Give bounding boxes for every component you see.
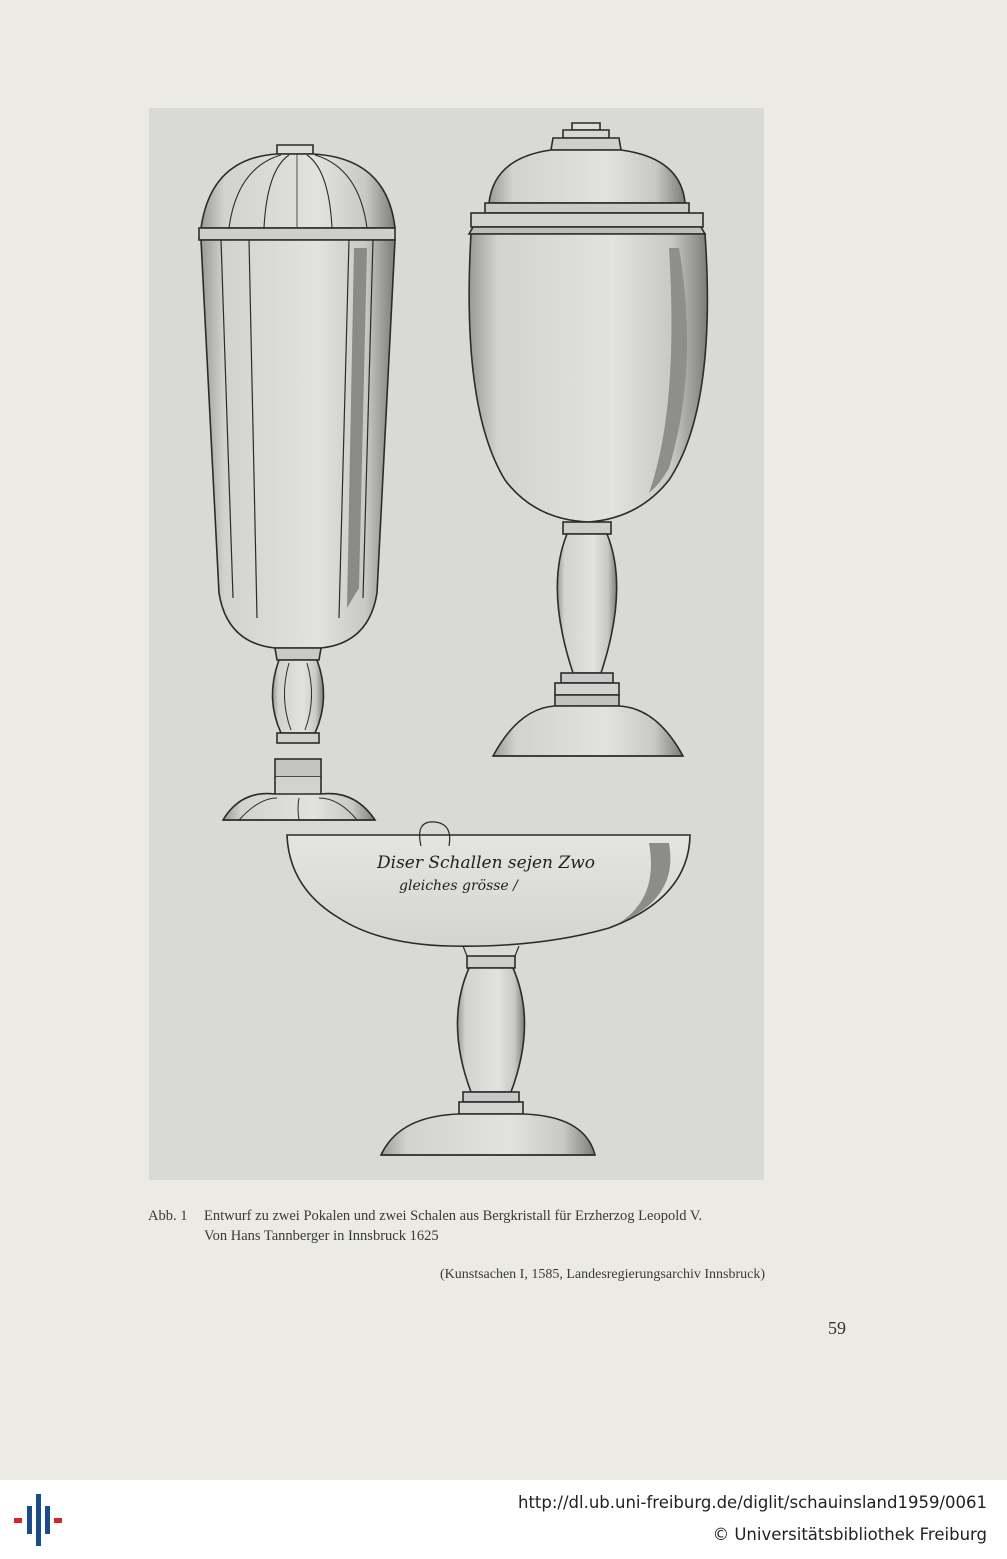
- tall-covered-goblet: [199, 145, 395, 820]
- library-footer: [0, 1480, 1007, 1559]
- illustration-plate: [149, 108, 764, 1180]
- permalink-url[interactable]: http://dl.ub.uni-freiburg.de/diglit/schauinsland1959/0061: [517, 1493, 987, 1512]
- page-number: 59: [828, 1318, 846, 1338]
- covered-cup: [469, 123, 707, 756]
- caption-line-1: Entwurf zu zwei Pokalen und zwei Schalen aus Bergkristall für Erzherzog Leopold V.: [204, 1208, 703, 1224]
- handwriting-line-1: Diser Schallen sejen Zwo: [377, 853, 595, 873]
- handwriting-line-2: gleiches grösse /: [399, 878, 518, 894]
- copyright-notice: © Universitätsbibliothek Freiburg: [712, 1525, 987, 1544]
- ub-freiburg-logo: [12, 1494, 64, 1546]
- caption-line-2: Von Hans Tannberger in Innsbruck 1625: [204, 1228, 439, 1244]
- figure-label: Abb. 1: [148, 1208, 188, 1224]
- goblet-drawing: [149, 108, 764, 1180]
- source-reference: (Kunstsachen I, 1585, Landesregierungsarchiv Innsbruck): [439, 1267, 765, 1282]
